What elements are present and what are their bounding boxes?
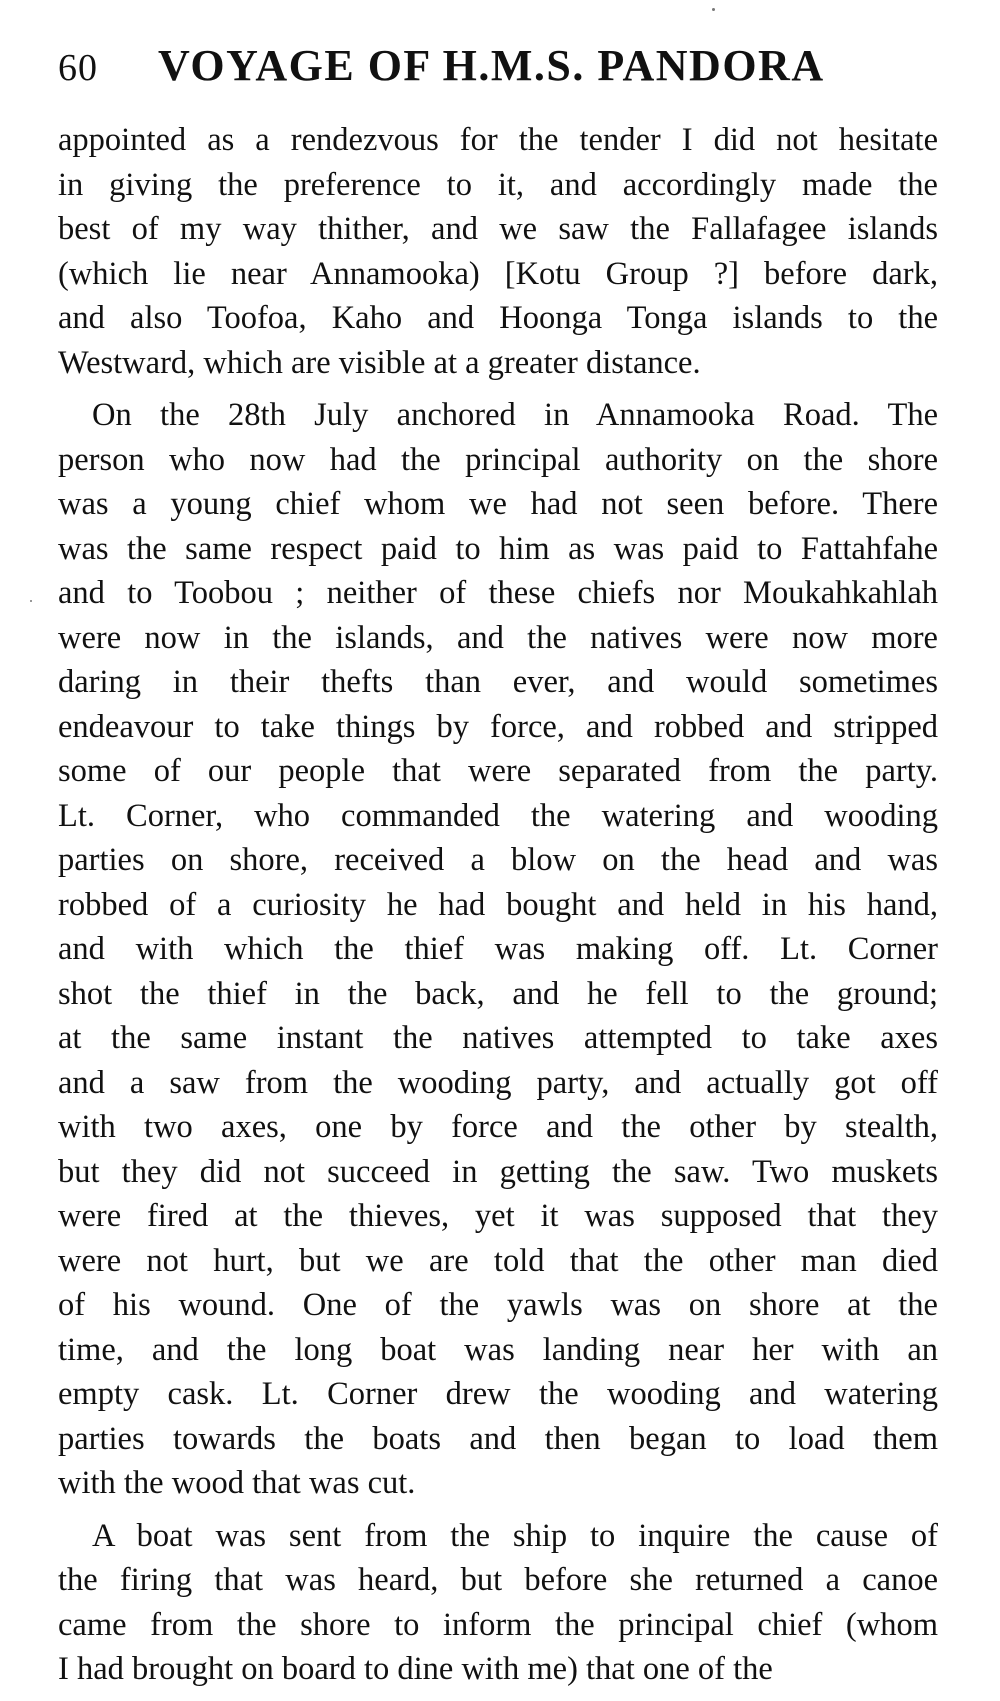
paragraph-gap bbox=[58, 1506, 938, 1514]
text-line: A boat was sent from the ship to inquire the cause of bbox=[92, 1517, 938, 1554]
text-line: was the same respect paid to him as was paid to Fattahfahe bbox=[58, 530, 938, 567]
text-line: and with which the thief was making off. Lt. Corner bbox=[58, 931, 938, 967]
text-line: with the wood that was cut. bbox=[58, 1465, 416, 1501]
text-line: parties on shore, received a blow on the head and was bbox=[58, 842, 938, 878]
text-line: time, and the long boat was landing near her with an bbox=[58, 1331, 938, 1368]
text-line: I had brought on board to dine with me) that one of the bbox=[58, 1651, 773, 1687]
text-line: endeavour to take things by force, and robbed and stripped bbox=[58, 708, 938, 745]
running-title: VOYAGE OF H.M.S. PANDORA bbox=[158, 41, 825, 90]
text-line: daring in their thefts than ever, and would sometimes bbox=[58, 664, 938, 700]
page-number: 60 bbox=[58, 47, 98, 89]
paragraph bbox=[58, 118, 938, 385]
scan-speck bbox=[30, 600, 32, 602]
text-line: some of our people that were separated from the party. bbox=[58, 753, 938, 789]
text-line: person who now had the principal authority on the shore bbox=[58, 441, 938, 478]
paragraph bbox=[58, 1514, 938, 1692]
scan-speck bbox=[712, 8, 715, 11]
text-line: but they did not succeed in getting the saw. Two muskets bbox=[58, 1153, 938, 1190]
text-line: were now in the islands, and the natives were now more bbox=[58, 619, 938, 656]
text-line: On the 28th July anchored in Annamooka Road. The bbox=[92, 397, 938, 433]
text-line: robbed of a curiosity he had bought and held in his hand, bbox=[58, 886, 938, 923]
text-line: the firing that was heard, but before she returned a canoe bbox=[58, 1562, 938, 1598]
text-line: with two axes, one by force and the other by stealth, bbox=[58, 1109, 938, 1145]
body-text bbox=[58, 118, 938, 1692]
text-line: appointed as a rendezvous for the tender I did not hesitate bbox=[58, 122, 938, 158]
paragraph-gap bbox=[58, 385, 938, 393]
text-line: of his wound. One of the yawls was on shore at the bbox=[58, 1287, 938, 1323]
text-line: were fired at the thieves, yet it was supposed that they bbox=[58, 1198, 938, 1234]
paragraph bbox=[58, 393, 938, 1506]
text-line: Lt. Corner, who commanded the watering and wooding bbox=[58, 797, 938, 834]
text-line: in giving the preference to it, and accordingly made the bbox=[58, 166, 938, 203]
text-line: Westward, which are visible at a greater distance. bbox=[58, 344, 701, 381]
book-page bbox=[58, 40, 938, 1692]
text-line: and to Toobou ; neither of these chiefs nor Moukahkahlah bbox=[58, 575, 938, 611]
text-line: (which lie near Annamooka) [Kotu Group ?] before dark, bbox=[58, 255, 938, 292]
text-line: best of my way thither, and we saw the Fallafagee islands bbox=[58, 211, 938, 247]
text-line: and also Toofoa, Kaho and Hoonga Tonga islands to the bbox=[58, 300, 938, 336]
text-line: came from the shore to inform the principal chief (whom bbox=[58, 1606, 938, 1643]
text-line: at the same instant the natives attempted to take axes bbox=[58, 1020, 938, 1056]
text-line: were not hurt, but we are told that the other man died bbox=[58, 1242, 938, 1279]
text-line: empty cask. Lt. Corner drew the wooding and watering bbox=[58, 1376, 938, 1412]
page-header bbox=[58, 40, 938, 112]
text-line: shot the thief in the back, and he fell to the ground; bbox=[58, 975, 938, 1012]
text-line: parties towards the boats and then began to load them bbox=[58, 1420, 938, 1457]
text-line: and a saw from the wooding party, and actually got off bbox=[58, 1064, 938, 1101]
text-line: was a young chief whom we had not seen before. There bbox=[58, 486, 938, 522]
